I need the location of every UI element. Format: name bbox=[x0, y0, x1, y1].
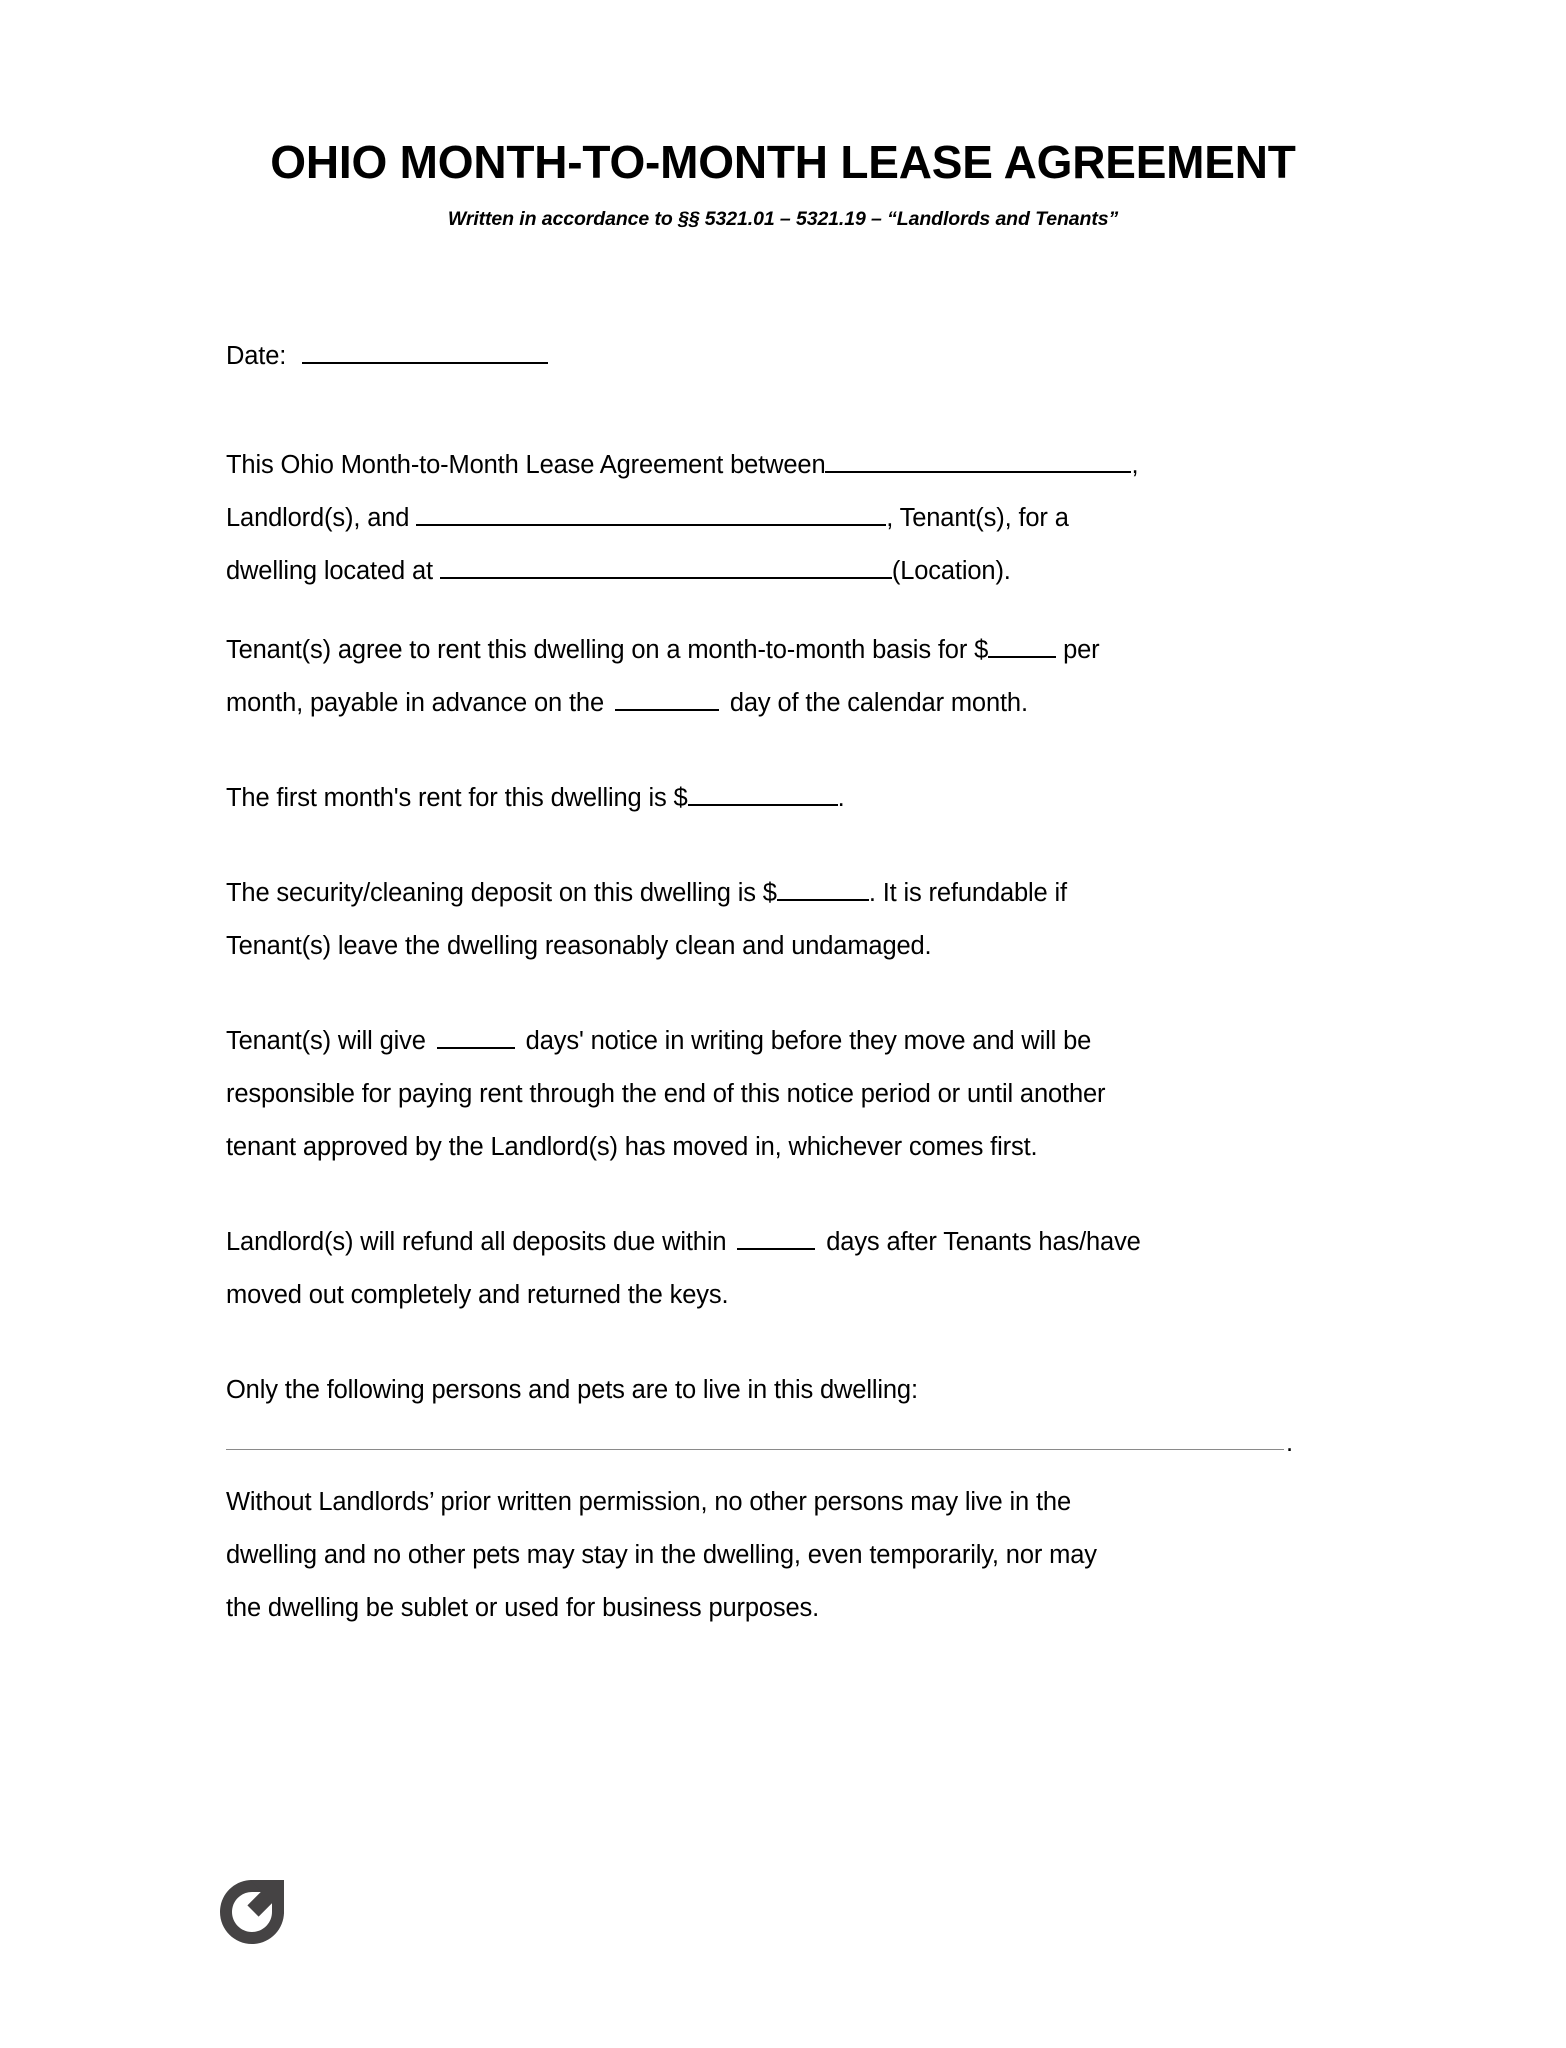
spacer bbox=[226, 730, 1346, 772]
refund-line1-tail: days after Tenants has/have bbox=[819, 1228, 1141, 1256]
rent-line2-tail: day of the calendar month. bbox=[722, 689, 1028, 717]
first-month-rent-blank[interactable] bbox=[688, 785, 838, 806]
spacer bbox=[226, 1174, 1346, 1216]
spacer bbox=[226, 598, 1346, 624]
spacer bbox=[226, 1450, 1346, 1476]
spacer bbox=[226, 1322, 1346, 1364]
deposit-line2-text: Tenant(s) leave the dwelling reasonably clean and undamaged. bbox=[226, 932, 932, 960]
landlord-name-blank[interactable] bbox=[825, 452, 1131, 473]
notice-line1-text: Tenant(s) will give bbox=[226, 1027, 433, 1055]
permission-line3-text: the dwelling be sublet or used for business purposes. bbox=[226, 1594, 820, 1622]
date-line bbox=[226, 330, 1346, 383]
refund-days-blank[interactable] bbox=[737, 1229, 815, 1250]
parties-line2-tail: , Tenant(s), for a bbox=[886, 504, 1069, 532]
tenant-name-blank[interactable] bbox=[416, 505, 886, 526]
rent-line2-text: month, payable in advance on the bbox=[226, 689, 611, 717]
refund-line1-text: Landlord(s) will refund all deposits due within bbox=[226, 1228, 734, 1256]
permission-line2-text: dwelling and no other pets may stay in the dwelling, even temporarily, nor may bbox=[226, 1541, 1097, 1569]
occupants-text: Only the following persons and pets are to live in this dwelling: bbox=[226, 1376, 918, 1404]
spacer bbox=[226, 383, 1346, 439]
date-label: Date: bbox=[226, 342, 287, 370]
notice-paragraph bbox=[226, 1015, 1346, 1174]
deposit-line1-tail: . It is refundable if bbox=[868, 879, 1067, 907]
notice-line1-tail: days' notice in writing before they move and will be bbox=[518, 1027, 1092, 1055]
rent-line1-tail: per bbox=[1056, 636, 1100, 664]
external-link-circle-icon[interactable] bbox=[216, 1876, 288, 1948]
refund-paragraph bbox=[226, 1216, 1346, 1322]
permission-paragraph bbox=[226, 1476, 1346, 1635]
parties-line1-text: This Ohio Month-to-Month Lease Agreement between bbox=[226, 451, 826, 479]
permission-line1-text: Without Landlords’ prior written permission, no other persons may live in the bbox=[226, 1488, 1071, 1516]
rent-line1-text: Tenant(s) agree to rent this dwelling on a month-to-month basis for $ bbox=[226, 636, 989, 664]
occupants-period: . bbox=[1286, 1428, 1294, 1457]
page-subtitle: Written in accordance to §§ 5321.01 – 5321.19 – “Landlords and Tenants” bbox=[447, 208, 1119, 230]
refund-line2-text: moved out completely and returned the keys. bbox=[226, 1281, 729, 1309]
first-month-text: The first month's rent for this dwelling is $ bbox=[226, 784, 688, 812]
date-input-blank[interactable] bbox=[302, 343, 548, 364]
deposit-paragraph bbox=[226, 867, 1346, 973]
rent-paragraph bbox=[226, 624, 1346, 730]
notice-line2-text: responsible for paying rent through the end of this notice period or until another bbox=[226, 1080, 1106, 1108]
parties-line3-tail: (Location). bbox=[891, 557, 1011, 585]
parties-line3-text: dwelling located at bbox=[226, 557, 440, 585]
deposit-line1-text: The security/cleaning deposit on this dwelling is $ bbox=[226, 879, 777, 907]
occupants-blank-row bbox=[226, 1417, 1346, 1457]
deposit-amount-blank[interactable] bbox=[777, 880, 869, 901]
occupants-blank-line[interactable] bbox=[226, 1449, 1284, 1450]
parties-line1-comma: , bbox=[1131, 451, 1139, 479]
spacer bbox=[226, 973, 1346, 1015]
due-day-blank[interactable] bbox=[615, 690, 719, 711]
page-title: OHIO MONTH-TO-MONTH LEASE AGREEMENT bbox=[270, 136, 1296, 188]
document-body bbox=[226, 330, 1346, 1635]
monthly-rent-blank[interactable] bbox=[988, 637, 1056, 658]
occupants-paragraph bbox=[226, 1364, 1346, 1417]
notice-days-blank[interactable] bbox=[437, 1028, 515, 1049]
parties-paragraph bbox=[226, 439, 1346, 598]
spacer bbox=[226, 825, 1346, 867]
notice-line3-text: tenant approved by the Landlord(s) has moved in, whichever comes first. bbox=[226, 1133, 1038, 1161]
first-month-rent-paragraph bbox=[226, 772, 1346, 825]
first-month-period: . bbox=[837, 784, 845, 812]
parties-line2-text: Landlord(s), and bbox=[226, 504, 417, 532]
address-blank[interactable] bbox=[440, 558, 892, 579]
